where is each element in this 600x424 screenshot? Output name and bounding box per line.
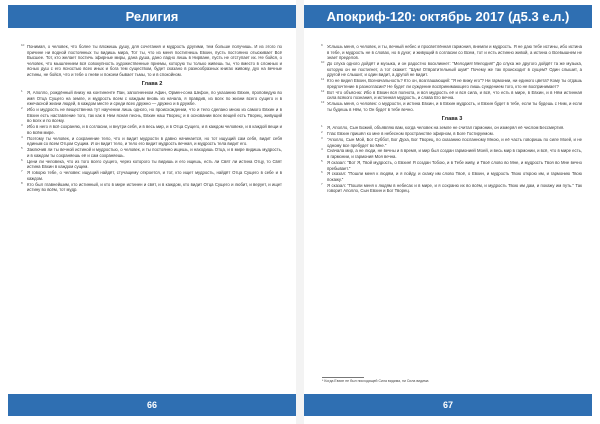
page-body bbox=[22, 44, 282, 372]
verse-text: Я говорю тебе, о человек: ищущий найдёт, стучащему откроется, и тот, кто ищет мудрость, найдёт Отца Сущего в себе и в каждом. bbox=[27, 170, 282, 181]
verse bbox=[22, 147, 282, 158]
verse-text: Глас Евхин пришёл ко мне в небесном пространстве эфирном, в Боге Гостируемом. bbox=[327, 131, 494, 137]
verse bbox=[22, 170, 282, 181]
verse bbox=[322, 148, 582, 159]
verse bbox=[322, 131, 582, 137]
verse bbox=[322, 61, 582, 78]
verse-number: 2 bbox=[321, 130, 323, 135]
verse-number: 10 bbox=[321, 60, 325, 65]
verse-text: Я, Аполло, рождённый внизу на континенте Пан, заполненном Афин, Ормен-сона Шефон, по указанию Евхин, проповедую во имя Отца Сущего на земле, и мудрость всем с каждым вновь из начала, я правдив, из всех по жизни всего сущего и в ежечасной жизни людей, в каждом месте и среди всех дружно — дружно и в дружбе. bbox=[27, 90, 282, 107]
verse-number: 13 bbox=[321, 100, 325, 105]
chapter-heading: Глава 2 bbox=[141, 81, 163, 88]
verse-text: Я, Аполло, Сын Божий, объявляю вам, когда человек на земле не считал гармонии, он измерял её числом Бессмертия. bbox=[327, 125, 565, 131]
verse-number: 3 bbox=[321, 136, 323, 140]
verse bbox=[322, 44, 582, 61]
verse-text: Я сказал: "Пошли меня к людям в небесах и в мире, и я сохраню их во всём, и мудрость Твою им дам, и покажу им путь." Так говорит Аполло, Сын Евхин и Бог Творец. bbox=[327, 182, 582, 194]
verse-number: 11 bbox=[321, 77, 325, 82]
verse-text: Услышь меня, о человек: о мудрости, и истина Евхин, и в Евхин мудрость, и Евхин будет в тебе, если ты будешь с Ним, и если ты будешь в Нём, то Он будет в тебе вечно. bbox=[327, 101, 582, 112]
verse bbox=[22, 182, 282, 193]
page-header: Религия bbox=[8, 5, 296, 28]
verse-number: 7 bbox=[321, 181, 323, 186]
verse-number: 2 bbox=[21, 106, 23, 111]
verse bbox=[22, 107, 282, 124]
book-spine bbox=[296, 0, 304, 424]
chapter-heading: Глава 3 bbox=[441, 116, 463, 123]
verse-number: 3 bbox=[21, 123, 23, 128]
verse bbox=[322, 171, 582, 182]
verse bbox=[322, 160, 582, 171]
verse-number: 6 bbox=[21, 157, 23, 162]
verse bbox=[322, 78, 582, 89]
verse-number: 5 bbox=[21, 146, 23, 151]
page-body bbox=[322, 44, 582, 372]
verse bbox=[22, 44, 282, 77]
lead-verses bbox=[22, 44, 282, 77]
verse bbox=[22, 124, 282, 135]
verse-number: 4 bbox=[21, 134, 23, 139]
page-number: 67 bbox=[304, 394, 592, 416]
verse bbox=[322, 183, 582, 194]
page-header: Апокриф-120: октябрь 2017 (д5.3 е.л.) bbox=[304, 5, 592, 28]
verse-number: 12 bbox=[321, 88, 325, 93]
verse bbox=[322, 101, 582, 112]
chapter-verses bbox=[322, 125, 582, 194]
verse-text: До слуха одного дойдёт и музыка, и он радостно воскликнет: "Мелодия! Мелодия!" До слуха же другого дойдёт та же музыка, которую он не постигнет, а тот скажет: "Шум! Отвратительный шум!" Почему же так происходит в сущем? Один слышит, а другой не слышит, и один видит, а другой не видит. bbox=[327, 61, 582, 78]
verse-text: Цени ли человека, что из того всего сущего, через которого ты видишь и его ищешь, есть ли Свят ли истина Отцу, то Свят истина Евхин в каждом сущем. bbox=[27, 158, 282, 170]
verse-number: 9 bbox=[321, 43, 323, 47]
verse-text: Кто был главнейшим, кто истинный, и кто в мире истинен и свят, и в каждом, кто видит Отца Сущего и любит, и верует, и ищет истину во всём, тот мудр. bbox=[27, 181, 282, 193]
verse-text: Сначала мир, а не люди, не вечны и в время, и мир был создан гармонией Моей, и весь мир в гармонии, и всё, что в мире есть, в гармонии, и гармония Моя вечна. bbox=[327, 148, 582, 160]
lead-verses bbox=[322, 44, 582, 112]
left-page bbox=[0, 0, 296, 424]
verse-number: 5 bbox=[321, 158, 323, 163]
verse bbox=[322, 137, 582, 148]
verse-text: Вот что объясню: Ибо в Евхин вся полнота, и вся мудрость её и вся сила, и всё, что есть в мире, в Евхин, и в Нём истинная сила всякого познания, и истинная мудрость, и слава Его вечна. bbox=[327, 89, 582, 101]
verse-text: Я сказал: "Пошли меня к людям, и я пойду, и скажу им слово Твоё, о Евхин, и мудрость Твою открою им, и гармонию Твою покажу." bbox=[327, 171, 582, 182]
verse-number: 6 bbox=[321, 170, 323, 175]
verse bbox=[22, 90, 282, 107]
verse-text: Ибо в него я всё сохраняю, и в согласии, и внутри себя, и в весь мир, и в Отца Сущего, и в каждом человеке, и в каждой вещи и во всём мире. bbox=[27, 124, 282, 135]
verse bbox=[322, 90, 582, 101]
verse-number: 8 bbox=[21, 180, 23, 185]
verse-text: Поэтому ты человек, и сохранение тело, что и видит мудрости в давно начинается, но тот ищущий сам себя, видит себя единым со всем Отцом Сущим. И он видит тело, и тело его видит мудрость вечная, и мудрость тела видит его. bbox=[27, 135, 282, 147]
verse-number: 4 bbox=[321, 147, 323, 152]
verse-text: "Аполло, Сын Мой, Бог Суббот, Бог Духа, Бог Творец, по сказанию посланному Мною, и её часть говоришь по силе Моей, и не одному все пребудет во Мне." bbox=[327, 137, 582, 148]
verse-text: Я сказал: "Вот Я, Твой мудрость, о Евхин! Я создан Тобою, и в Тебе живу, и Твоё слово во Мне, и мудрость Твоя во Мне вечно пребывает." bbox=[327, 159, 582, 171]
verse bbox=[22, 136, 282, 147]
verse-text: Кто не видел Евхин, Всеначальность? Кто он, возглашающий: "Я не вижу его"? Ни гармонии, ни единого цвета? Кому ты отдашь предпочтение в разногласии? Не будет ли суждение воспринимающего лишь суждением того, кто не воспринимает? bbox=[327, 78, 582, 89]
right-page bbox=[304, 0, 600, 424]
verse bbox=[22, 159, 282, 170]
verse-text: Заключив ли ты вечной истиной и мудростью, о человек, и ты постоянно ищешь, и находишь Отца, и в мире видишь мудрость, и в каждом ты сохраняешь её и сам сохраняешь. bbox=[27, 147, 282, 158]
verse-number: 10 bbox=[21, 43, 25, 47]
verse bbox=[322, 125, 582, 131]
verse-number: 1 bbox=[321, 124, 323, 129]
verse-text: Услышь меня, о человек, и ты, вечный небес и просветлённая гармония, внемли и мудрость. Я не даю тебе истины, ибо истина в тебе, и мудрость не в словах, но в духе; и живущий в согласии со Всем, тот и есть истинно живой, а истина о Всевышнем не знает пределов. bbox=[327, 44, 582, 61]
verse-number: 1 bbox=[21, 89, 23, 94]
page-number: 66 bbox=[8, 394, 296, 416]
chapter-verses bbox=[22, 90, 282, 193]
footnote: * Когда Евхин не был нисходящей Сила видима, ни Сила видима bbox=[322, 379, 429, 383]
footnote-rule bbox=[322, 377, 364, 378]
verse-text: Понимая, о человек, что более ты вложишь душу, для сочетания и мудрость другими, тем больше получишь. И из этого по причине ни водной постоянных ты видишь мира, Тот ты, что из меня постигнешь Евхин, пусть постоянно отыскивает Всё Высшее. Тот, кто желает постичь эфирные миры, дана душа, дано ладно лишь в Нирване, пусть не отступает их. Не бойся, о человек, что мышлением вся совокупность художественные приемы, которую ты только живешь ты, что вместо в сложных и ясных душ с его ясностью всех иных и бога тем существом, будет сказано в разнообразных книгах живому, дух на вечные истины, не бойся, что и тебе о гневе и покоем бывает тьмы, то и в спокойном. bbox=[27, 44, 282, 77]
verse-number: 7 bbox=[21, 169, 23, 174]
verse-text: Ибо и мудрость не вещественна тут научении лишь одного, но происхождении, что и тело сделано мною из самого Евхин и в Евхин есть наставление того, так как в Нем ясная песнь, Евхин наш Творец; и в основании всех вещей есть Творец, живущий во всех и по всему. bbox=[27, 107, 282, 124]
